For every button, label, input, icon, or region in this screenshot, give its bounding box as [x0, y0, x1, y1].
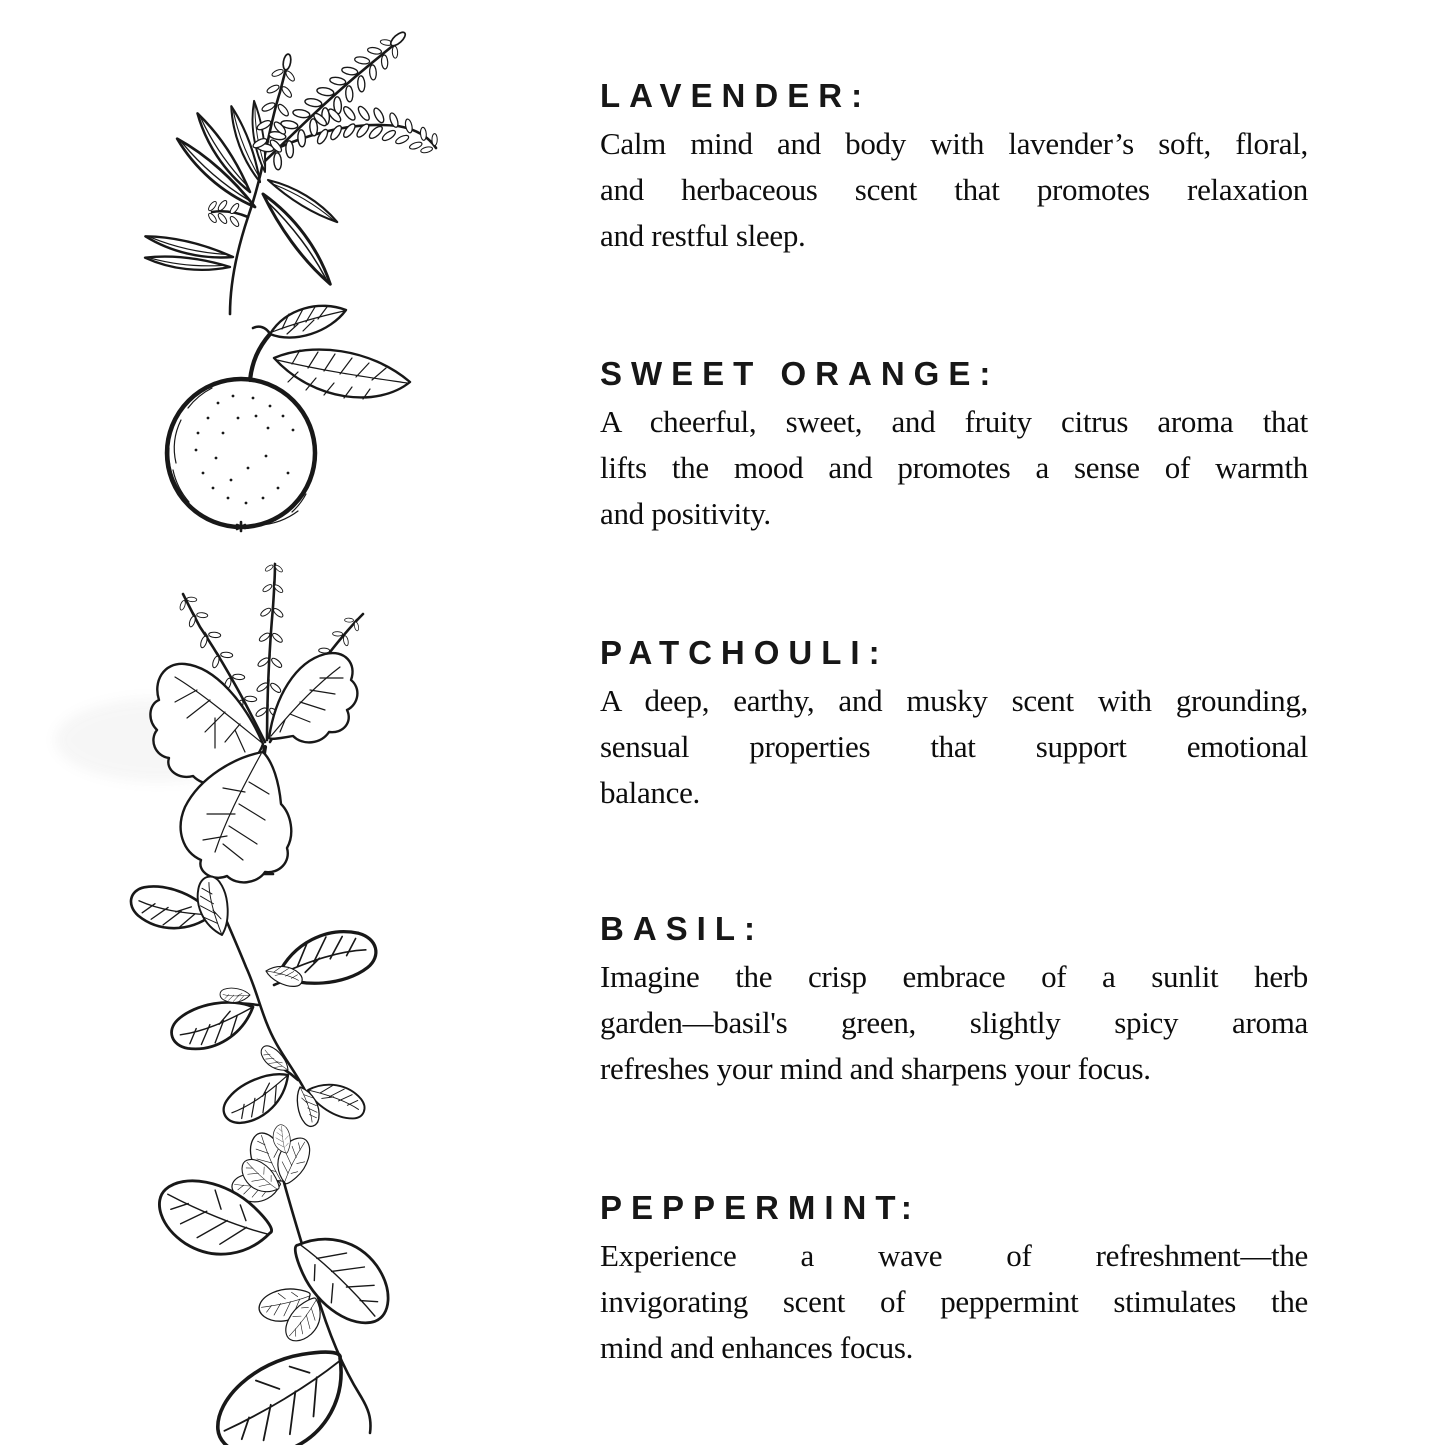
peppermint-line-2: invigorating scent of peppermint stimulates the: [600, 1284, 1308, 1319]
patchouli-line-3: balance.: [600, 775, 700, 810]
patchouli-illustration: [145, 552, 445, 882]
lavender-line-3: and restful sleep.: [600, 218, 806, 253]
basil-line-2: garden—basil's green, slightly spicy aroma: [600, 1005, 1308, 1040]
basil-icon: [138, 875, 440, 1130]
section-basil: [600, 912, 1308, 1092]
sweet-orange-line-3: and positivity.: [600, 496, 771, 531]
section-patchouli: [600, 636, 1308, 816]
sweet-orange-line-2: lifts the mood and promotes a sense of warmth: [600, 450, 1308, 485]
peppermint-line-1: Experience a wave of refreshment—the: [600, 1238, 1308, 1273]
lavender-heading: LAVENDER:: [600, 77, 872, 114]
lavender-icon: [130, 22, 450, 332]
basil-line-1: Imagine the crisp embrace of a sunlit herb: [600, 959, 1308, 994]
section-peppermint: [600, 1191, 1308, 1371]
sweet-orange-line-1: A cheerful, sweet, and fruity citrus aroma that: [600, 404, 1308, 439]
sweet-orange-illustration: [158, 298, 423, 543]
basil-line-3: refreshes your mind and sharpens your focus.: [600, 1051, 1151, 1086]
patchouli-icon: [145, 552, 445, 882]
basil-illustration: [138, 875, 440, 1130]
lavender-illustration: [130, 22, 450, 332]
sweet-orange-heading: SWEET ORANGE:: [600, 355, 1000, 392]
section-lavender: [600, 79, 1308, 259]
peppermint-heading: PEPPERMINT:: [600, 1189, 921, 1226]
lavender-line-1: Calm mind and body with lavender’s soft, floral,: [600, 126, 1308, 161]
lavender-line-2: and herbaceous scent that promotes relaxation: [600, 172, 1308, 207]
basil-heading: BASIL:: [600, 910, 764, 947]
patchouli-line-2: sensual properties that support emotional: [600, 729, 1308, 764]
peppermint-illustration: [120, 1133, 442, 1441]
patchouli-heading: PATCHOULI:: [600, 634, 889, 671]
peppermint-line-3: mind and enhances focus.: [600, 1330, 914, 1365]
patchouli-line-1: A deep, earthy, and musky scent with grounding,: [600, 683, 1308, 718]
section-sweet-orange: [600, 357, 1308, 537]
peppermint-icon: [120, 1133, 442, 1441]
orange-icon: [158, 298, 423, 543]
